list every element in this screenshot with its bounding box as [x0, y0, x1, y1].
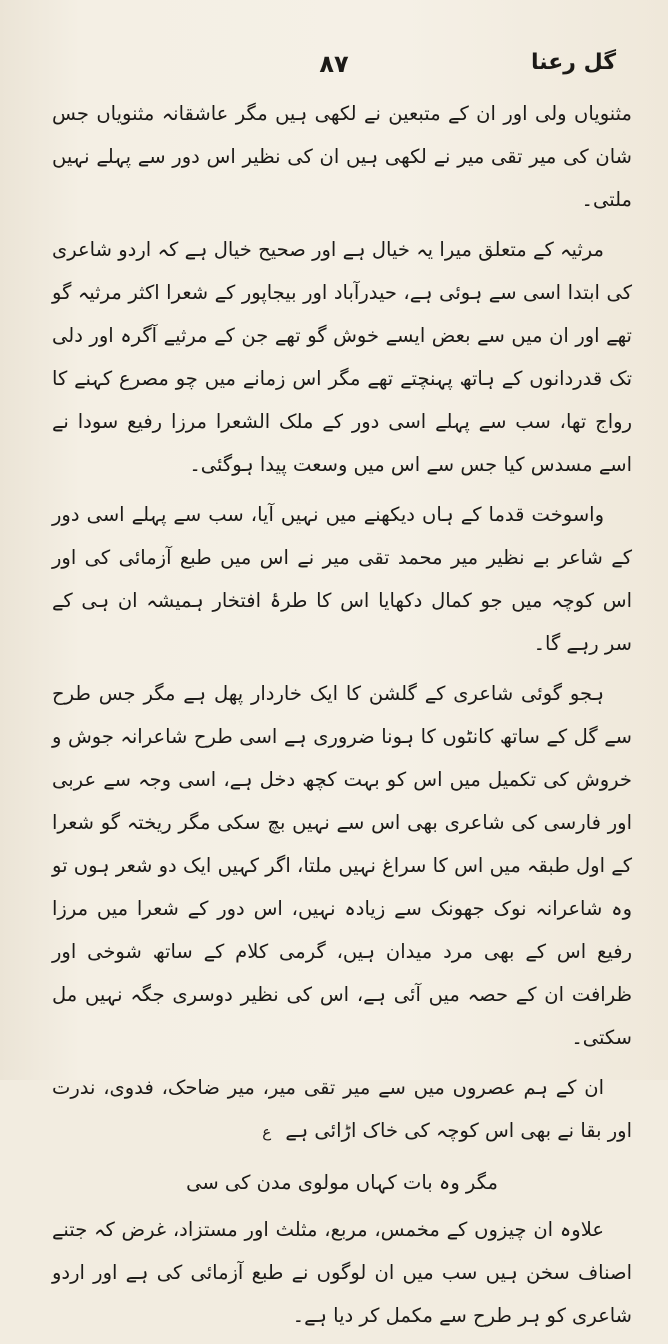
paragraph-hajw: ہجو گوئی شاعری کے گلشن کا ایک خاردار پھل ہے مگر جس طرح سے گل کے ساتھ کانٹوں کا ہونا ضروری ہے اسی طرح شاعرانہ جوش و خروش کی تکمیل میں اس کو بہت کچھ دخل ہے، اسی وجہ سے عربی اور فارسی کی شاعری بھی اس سے نہیں بچ سکی مگر ریختہ گو شعرا کے اول طبقہ میں اس کا سراغ نہیں ملتا، اگر کہیں ایک دو شعر ہوں تو وہ شاعرانہ نوک جھونک سے زیادہ نہیں، اس دور کے شعرا میں مرزا رفیع اس کے بھی مرد میدان ہیں، گرمی کلام کے ساتھ شوخی اور ظرافت ان کے حصہ میں آئی ہے، اس کی نظیر دوسری جگہ نہیں مل سکتی۔ — [52, 682, 632, 1049]
body-text — [52, 92, 632, 1344]
paragraph-masnavi: مثنویاں ولی اور ان کے متبعین نے لکھی ہیں مگر عاشقانہ مثنویاں جس شان کی میر تقی میر نے لکھی ہیں ان کی نظیر اس دور سے پہلے نہیں ملتی۔ — [52, 102, 632, 211]
page-number: ۸۷ — [319, 50, 349, 78]
contemporaries-text: ان کے ہم عصروں میں سے میر تقی میر، میر ضاحک، فدوی، ندرت اور بقا نے بھی اس کوچہ کی خاک اڑائی ہے — [52, 1076, 632, 1142]
page-header — [40, 50, 628, 90]
paragraph-marsiya: مرثیہ کے متعلق میرا یہ خیال ہے اور صحیح خیال ہے کہ اردو شاعری کی ابتدا اسی سے ہوئی ہے، حیدرآباد اور بیجاپور کے شعرا اکثر مرثیہ گو تھے اور ان میں سے بعض ایسے خوش گو تھے جن کے مرثیے آگرہ اور دلی تک قدردانوں کے ہاتھ پہنچتے تھے مگر اس زمانے میں چو مصرع کہنے کا رواج تھا، سب سے پہلے اسی دور کے ملک الشعرا مرزا رفیع سودا نے اسے مسدس کیا جس سے اس میں وسعت پیدا ہوگئی۔ — [52, 238, 632, 476]
paragraph-wasokht: واسوخت قدما کے ہاں دیکھنے میں نہیں آیا، سب سے پہلے اسی دور کے شاعر بے نظیر میر محمد تقی میر نے اس میں طبع آزمائی کی اور اس کوچہ میں جو کمال دکھایا اس کا طرۂ افتخار ہمیشہ ان ہی کے سر رہے گا۔ — [52, 503, 632, 655]
quoted-verse: مگر وہ بات کہاں مولوی مدن کی سی — [186, 1171, 498, 1194]
verse-mark: ع — [262, 1123, 272, 1141]
paragraph-contemporaries — [52, 1066, 632, 1154]
running-title: گل رعنا — [530, 50, 616, 75]
paragraph-closing: علاوہ ان چیزوں کے مخمس، مربع، مثلث اور مستزاد، غرض کہ جتنے اصناف سخن ہیں سب میں ان لوگوں نے طبع آزمائی کی ہے اور اردو شاعری کو ہر طرح سے مکمل کر دیا ہے۔ — [52, 1218, 632, 1327]
